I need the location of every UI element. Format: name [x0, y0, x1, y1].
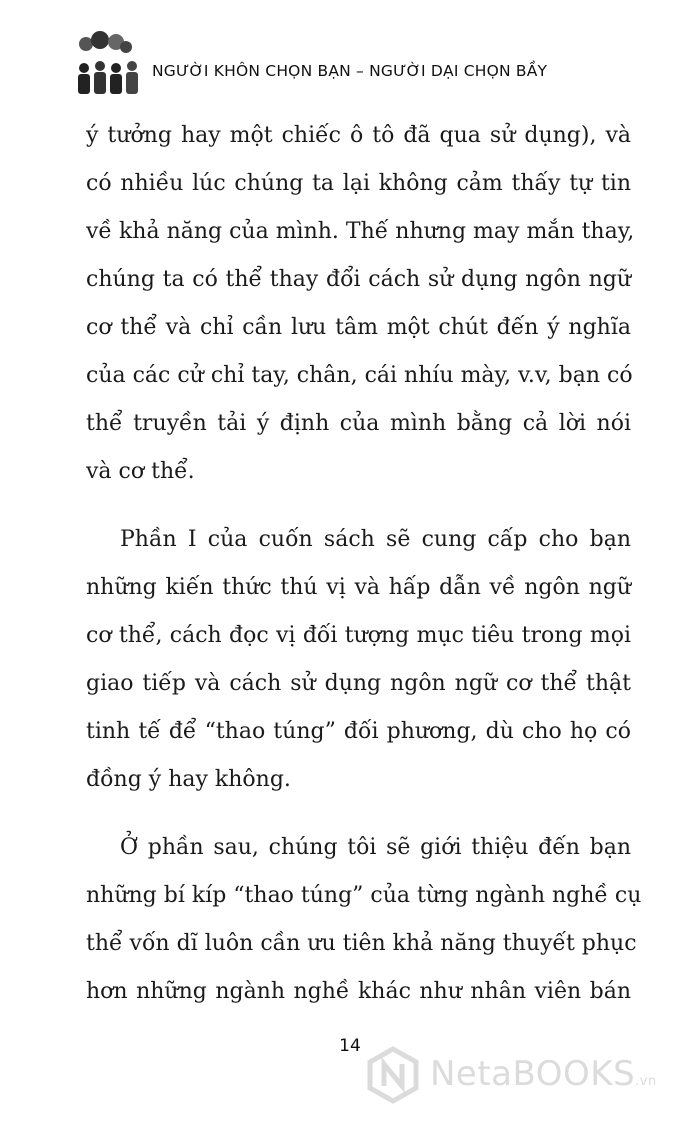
text-line: cơ thể và chỉ cần lưu tâm một chút đến ý nghĩa	[86, 315, 631, 340]
netabooks-watermark	[364, 1046, 684, 1106]
text-line: cơ thể, cách đọc vị đối tượng mục tiêu trong mọi	[86, 623, 631, 648]
text-line: Ở phần sau, chúng tôi sẽ giới thiệu đến bạn	[120, 835, 631, 860]
people-talking-icon	[74, 30, 144, 100]
text-line: có nhiều lúc chúng ta lại không cảm thấy tự tin	[86, 171, 631, 196]
text-line: những kiến thức thú vị và hấp dẫn về ngôn ngữ	[86, 575, 631, 600]
text-line: hơn những ngành nghề khác như nhân viên bán	[86, 979, 631, 1004]
text-line: và cơ thể.	[86, 459, 195, 484]
watermark-text: NetaBOOKS	[430, 1054, 636, 1094]
paragraph	[86, 516, 631, 804]
body-text	[86, 112, 642, 1036]
text-line: Phần I của cuốn sách sẽ cung cấp cho bạn	[120, 527, 631, 552]
running-header-title: NGƯỜI KHÔN CHỌN BẠN – NGƯỜI DẠI CHỌN BẦY	[152, 62, 548, 80]
text-line: thể vốn dĩ luôn cần ưu tiên khả năng thuyết phục	[86, 931, 637, 956]
text-line: chúng ta có thể thay đổi cách sử dụng ngôn ngữ	[86, 267, 631, 292]
text-line: thể truyền tải ý định của mình bằng cả lời nói	[86, 411, 631, 436]
text-line: giao tiếp và cách sử dụng ngôn ngữ cơ thể thật	[86, 671, 631, 696]
text-line: tinh tế để “thao túng” đối phương, dù cho họ có	[86, 719, 631, 744]
text-line: về khả năng của mình. Thế nhưng may mắn thay,	[86, 219, 635, 244]
page-number: 14	[339, 1036, 361, 1056]
page-header	[74, 30, 634, 100]
text-line: của các cử chỉ tay, chân, cái nhíu mày, v.v, bạn có	[86, 363, 633, 388]
text-line: đồng ý hay không.	[86, 767, 291, 792]
text-line: ý tưởng hay một chiếc ô tô đã qua sử dụng), và	[86, 123, 631, 148]
watermark-suffix: .vn	[635, 1074, 657, 1089]
paragraph	[86, 112, 635, 496]
netabooks-logo-icon	[364, 1046, 422, 1104]
paragraph	[86, 824, 642, 1016]
text-line: những bí kíp “thao túng” của từng ngành nghề cụ	[86, 883, 642, 908]
